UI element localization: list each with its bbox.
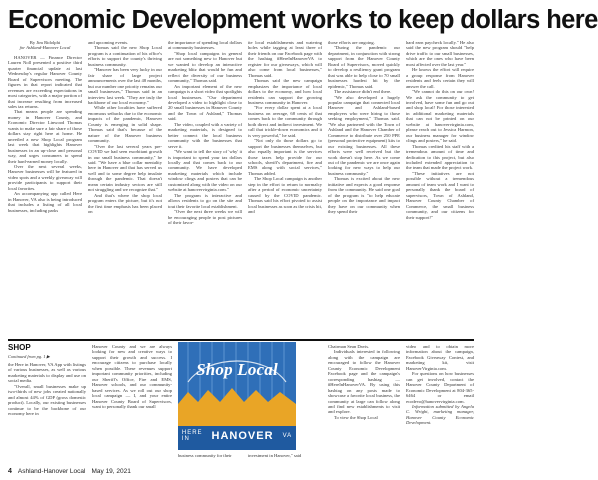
paragraph: While other localities have suffered enormous setbacks due to the economic impacts of the pandemic, Hanover County is emerging in solid shape. Thomas said that's because of the nature of the Hanover business community.: [88, 105, 162, 144]
publication-date: May 19, 2021: [91, 467, 131, 475]
article-column-1: [8, 40, 82, 336]
article-column-3: [168, 40, 242, 336]
paragraph: investment in Hanover," said: [248, 453, 302, 458]
paragraph: Hanover County and we are always looking for new and creative ways to support their growth and success. I encourage citizens to purchase locally when possible. These revenues support important community priorities, including our Sheriff's Office, Fire and EMS, Hanover schools, and our community-based services. As we roll out our shop local campaign — I, and your entire Hanover County Board of Supervisors, want to personally thank our small: [92, 344, 172, 409]
paragraph: Chairman Sean Davis.: [328, 344, 370, 349]
paragraph: "During the pandemic our department, in conjunction with strong support from the Hanover County Board of Supervisors, moved quickly to develop a resiliency grant program that was able to help close to 70 small businesses hardest hit by the epidemic," Thomas said.: [328, 45, 400, 89]
logo-va: VA: [282, 433, 293, 439]
byline-outlet: for Ashland-Hanover Local: [19, 45, 71, 51]
headline: Economic Development works to keep dollars here: [8, 6, 598, 34]
page-footer: [8, 466, 472, 476]
paragraph: ite local establishments and watering holes while tagging at least three of their friends on our Facebook page with the hashtag #HereInHanoverVA to register for our giveaways, which will also come from local businesses," Thomas said.: [248, 40, 322, 78]
paragraph: "These initiatives are not possible without a tremendous amount of team work and I want to personally thank the board of supervisors, Town of Ashland, Hanover County Chamber of Commerce, the small business community, and our citizens for their support!": [406, 170, 474, 220]
paragraph: "Overall, small businesses make up two-thirds of new jobs created nationally and almost 44% of GDP (gross domestic product). Locally, our existing businesses continue to be the backbone of our economy here in: [8, 383, 86, 417]
section-divider: [8, 339, 474, 341]
paragraph: "Over the next three weeks we will be encouraging people to post pictures of their favor-: [168, 209, 242, 225]
paragraph: Thomas said the new Shop Local program is a continuation of his office's efforts to support the county's thriving business community.: [88, 45, 162, 67]
shop-column-2: [92, 344, 172, 462]
logo-hanover: HANOVER: [211, 430, 274, 442]
shop-heading: SHOP: [8, 343, 31, 352]
article-column-5: [328, 40, 400, 336]
paragraph: The Shop Local campaign is another step in the effort to return to normalcy after a period of economic uncertainty caused by the COVID pandemic. Thomas said his effort pivoted to assist local businesses as soon as the crisis hit, and: [248, 176, 323, 215]
shop-column-1: [8, 362, 86, 462]
paragraph: "We want to tell the story of 'why' it is important to spend your tax dollars locally and that comes back to our community. We have developed marketing materials which include window clings and posters that can be customized along with the video on our website at hanovervirginia.com.": [168, 149, 242, 193]
paragraph: Information submitted by Angela C. Wright, marketing manager, Hanover County Economic Development.: [406, 403, 474, 426]
paragraph: "For every dollar spent at a local business on average, 68 cents of that comes back to the community through both direct and indirect investment. We call that trickle-down economics and it is very powerful," he said.: [248, 105, 322, 138]
paragraph: and upcoming events.: [88, 40, 129, 45]
paragraph: the importance of spending local dollars at community businesses.: [168, 40, 242, 51]
paragraph: The program is interactive and allows residents to go on the site and tout their favorite local establishment.: [168, 192, 242, 209]
paragraph: Individuals interested in following along with the campaign are encouraged to follow the Hanover County Economic Development Facebook page and the campaign's corresponding hashtag — #HereInHanoverVA. By using this hashtag on any posts made to showcase a favorite local business, the community at large can follow along and find new establishments to visit and explore.: [328, 349, 400, 415]
shop-column-4: [248, 453, 322, 461]
logo-here-in-hanover: [181, 428, 293, 444]
paragraph: For questions on how businesses can get involved, contact the Hanover County Department of Economic Development at 804-365-6464 or email ecodevo@hanovervirginia.com.: [406, 371, 474, 404]
paragraph: "We also developed a hugely popular campaign that connected local Hanover and Ashland-based employers who were hiring to those seeking employment," Thomas said. "We also partnered with the Town of Ashland and the Hanover Chamber of Commerce to distribute over 250 PPE (personal protective equipment) kits to our existing businesses. All these efforts were well received but the work doesn't stop here. As we come out of the pandemic we are once again looking for new ways to help our business community.": [328, 94, 400, 176]
shop-local-logo: [178, 342, 296, 450]
logo-title: Shop Local: [196, 360, 278, 379]
paragraph: To view the Shop Local: [334, 414, 378, 420]
paragraph: And that's where the shop local program enters the picture, but it's not the first time emphasis has been placed on: [88, 192, 162, 215]
paragraph: video and to obtain more information about the campaign, Facebook Giveaway Contest, and marketing kit, visit HanoverVirginia.com.: [406, 344, 474, 371]
paragraph: The video, coupled with a variety of marketing materials, is designed to better connect the local business community with the businesses that serve it.: [168, 121, 242, 149]
paragraph: Thomas said the new campaign emphasizes the importance of local dollars to the economy, and how local residents can support the growing business community in Hanover.: [248, 78, 322, 105]
paragraph: An important element of the new campaign is a short video that spotlights local businesses. "Our department developed a video to highlight close to 20 small businesses in Hanover County and the Town of Ashland," Thomas said.: [168, 83, 243, 122]
paragraph: HANOVER — Finance Director Lauren Noll presented a positive third quarter financial update at last Wednesday's regular Hanover County Board of Supervisors meeting. The figures in that report indicated that revenues are exceeding expectations in most categories, with a major portion of that increase resulting from increased sales tax returns.: [8, 54, 82, 109]
shop-column-3: [178, 453, 238, 461]
paragraph: "Not only do those dollars go to support the businesses themselves, but also equally important is the services those taxes help provide for our schools, sheriff's department, fire and EMS along with social services," Thomas added.: [248, 138, 322, 176]
paragraph: The assistance didn't end there.: [334, 89, 392, 95]
page-number: 4: [8, 467, 12, 475]
article-column-6: [406, 40, 474, 336]
paragraph: "Hanover has been very lucky in our fair share of large project announcements over the last 48 months, but our number one priority remains our small businesses," Thomas said in an interview last week. "They are truly the backbone of our local economy.": [88, 67, 162, 105]
shop-column-6: [406, 344, 474, 462]
paragraph: "We cannot do this on our own! We ask the community to get involved, have some fun and go out and shop local! For those interested in additional marketing materials that can not be printed on our website at hanovervirginia.com, please reach out to Jessica Harmon, our business manager for window clings and posters," he said.: [406, 89, 474, 144]
paragraph: "Shop local campaigns in general are not something new to Hanover but we wanted to develop an interactive marketing blitz that would be fun and reflect the diversity of our business community," Thomas said.: [168, 50, 242, 84]
paragraph: He knows the effort will require a group response from Hanover residents and feels certain they will answer the call.: [406, 67, 474, 89]
paragraph: Over the next several weeks, Hanover businesses will be featured in video spots and a weekly giveaway will provide participants to support their local favorites.: [8, 163, 82, 191]
byline-author: By Jim Ridolphi: [29, 40, 61, 45]
paragraph: business community for their: [178, 453, 232, 458]
logo-here-in: HERE IN: [181, 430, 203, 442]
paragraph: An accompanying app called Here in Hanover, VA also is being introduced that includes a listing of all local businesses, including parks: [8, 191, 82, 213]
publication-name: Ashland-Hanover Local: [17, 467, 86, 475]
paragraph: That means people are spending money in Hanover County, and Economic Director Linwood Thomas wants to make sure a fair share of those dollars stay right here at home. He unveiled a new Shop Local program last week that highlights Hanover businesses in an up-close and personal way, and urges consumers to spend their hard-earned money locally.: [8, 109, 82, 164]
article-column-2: [88, 40, 162, 336]
paragraph: the Here in Hanover, VA App with listings of various businesses, as well as various marketing materials to display and use on social media.: [8, 362, 86, 384]
paragraph: hard earn paycheck locally." He also said the new program should "help drive traffic to our small businesses, which are the ones who have been most affected over the last year.": [406, 40, 474, 67]
paragraph: "Over the last several years pre-COVID we had seen exorbitant growth in our small business community," he said. "We have a blue collar mentality here in Hanover and that has served us well and to some degree help insulate through the pandemic. That doesn't mean certain industry sectors are still not struggling and we recognize that.": [88, 143, 162, 193]
continued-label: Continued from pg. 1 ▶: [8, 354, 50, 359]
article-column-4: [248, 40, 322, 336]
shop-column-5: [328, 344, 400, 462]
paragraph: those efforts are ongoing.: [328, 40, 375, 45]
paragraph: Thomas is excited about the new initiative and expects a good response from the community. He said one goal of the program is "to help educate people on the importance and impact they have on our community when they spend their: [328, 176, 400, 215]
paragraph: Thomas credited his staff with a tremendous amount of time and dedication to this project, but also included extended appreciation to the team that made the project work.: [406, 143, 474, 171]
